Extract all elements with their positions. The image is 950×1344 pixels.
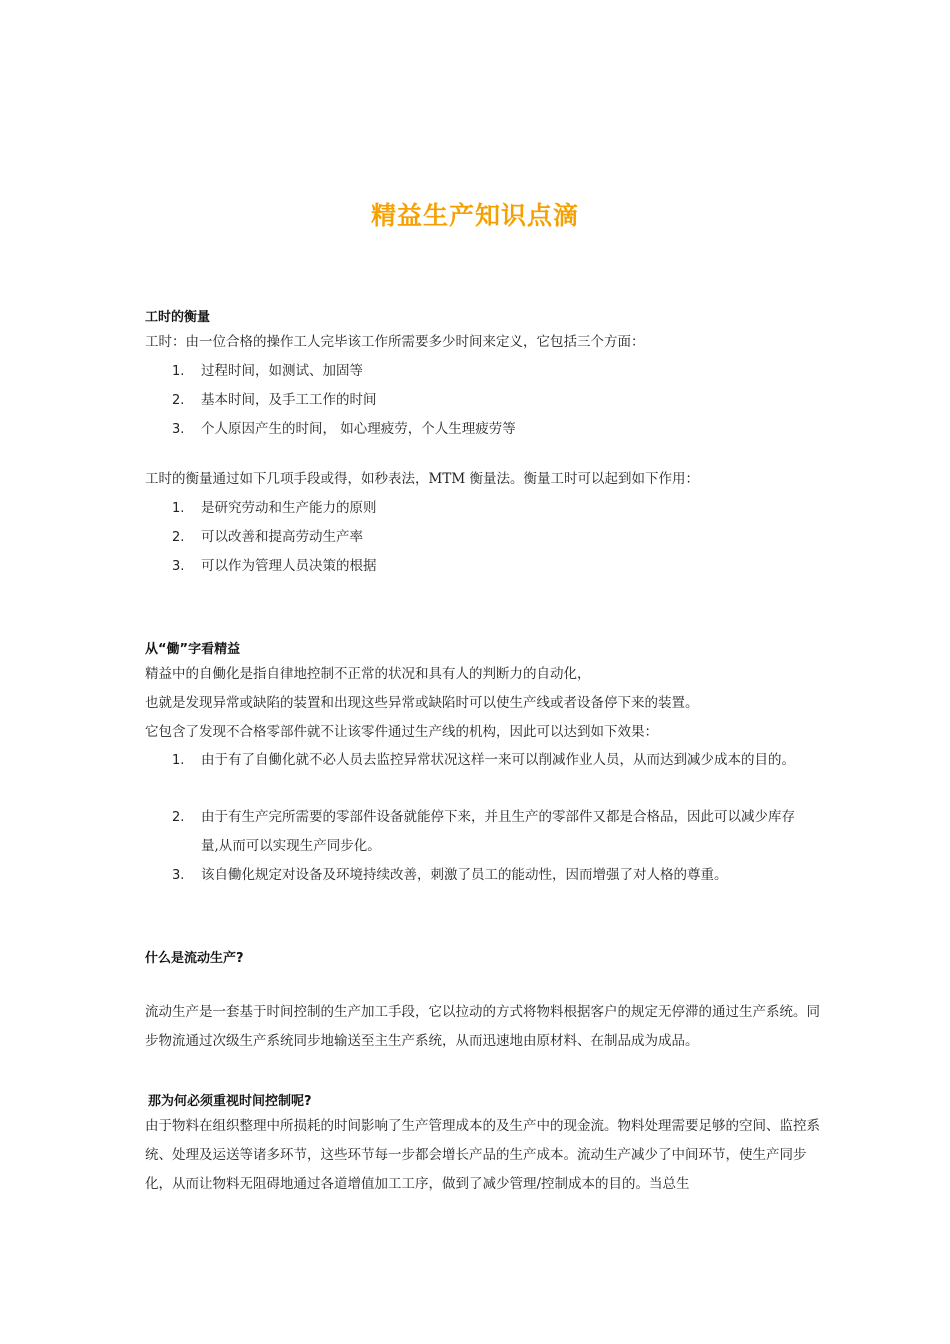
list-text: 可以改善和提高劳动生产率 bbox=[201, 529, 363, 545]
labor-time-intro: 工时：由一位合格的操作工人完毕该工作所需要多少时间来定义，它包括三个方面： bbox=[145, 334, 645, 350]
jidoka-line-2: 也就是发现异常或缺陷的装置和出现这些异常或缺陷时可以使生产线或者设备停下来的装置。 bbox=[145, 695, 699, 711]
jidoka-line-1: 精益中的自働化是指自律地控制不正常的状况和具有人的判断力的自动化， bbox=[145, 666, 591, 682]
section-heading-why-time: 那为何必须重视时间控制呢? bbox=[148, 1094, 312, 1109]
list-item bbox=[172, 861, 822, 890]
list-number: 2. bbox=[172, 530, 185, 545]
list-item bbox=[172, 415, 822, 444]
list-item bbox=[172, 552, 822, 581]
jidoka-line-3: 它包含了发现不合格零部件就不让该零件通过生产线的机构，因此可以达到如下效果： bbox=[145, 724, 658, 740]
list-text: 基本时间，及手工工作的时间 bbox=[201, 392, 377, 408]
list-text: 由于有了自働化就不必人员去监控异常状况这样一来可以削减作业人员，从而达到减少成本的目的。 bbox=[201, 752, 795, 768]
document-title: 精益生产知识点滴 bbox=[370, 201, 579, 230]
list-item bbox=[172, 746, 822, 775]
list-item bbox=[172, 803, 822, 861]
list-number: 3. bbox=[172, 422, 185, 437]
section-heading-jidoka: 从“働”字看精益 bbox=[145, 642, 241, 657]
list-number: 2. bbox=[172, 393, 185, 408]
list-text: 由于有生产完所需要的零部件设备就能停下来，并且生产的零部件又都是合格品，因此可以减少库存量,从而可以实现生产同步化。 bbox=[201, 809, 795, 854]
list-text: 过程时间，如测试、加固等 bbox=[201, 363, 363, 379]
list-item bbox=[172, 357, 822, 386]
list-item bbox=[172, 386, 822, 415]
list-text: 个人原因产生的时间， 如心理疲劳，个人生理疲劳等 bbox=[201, 421, 516, 437]
why-time-body: 由于物料在组织整理中所损耗的时间影响了生产管理成本的及生产中的现金流。物料处理需要足够的空间、监控系统、处理及运送等诸多环节，这些环节每一步都会增长产品的生产成本。流动生产减少了中间环节，使生产同步化，从而让物料无阻碍地通过各道增值加工工序，做到了减少管理/控制成本的目的。当总生 bbox=[145, 1118, 820, 1192]
flow-body: 流动生产是一套基于时间控制的生产加工手段，它以拉动的方式将物料根据客户的规定无停滞的通过生产系统。同步物流通过次级生产系统同步地输送至主生产系统，从而迅速地由原材料、在制品成为成品。 bbox=[145, 1004, 820, 1049]
list-number: 1. bbox=[172, 364, 185, 379]
list-text: 该自働化规定对设备及环境持续改善，刺激了员工的能动性，因而增强了对人格的尊重。 bbox=[201, 867, 728, 883]
labor-time-methods: 工时的衡量通过如下几项手段或得，如秒表法，MTM 衡量法。衡量工时可以起到如下作用： bbox=[145, 471, 699, 487]
list-number: 1. bbox=[172, 753, 185, 768]
list-text: 是研究劳动和生产能力的原则 bbox=[201, 500, 377, 516]
section-heading-flow: 什么是流动生产? bbox=[145, 951, 244, 966]
list-item bbox=[172, 523, 822, 552]
list-number: 2. bbox=[172, 810, 185, 825]
list-number: 1. bbox=[172, 501, 185, 516]
list-item bbox=[172, 494, 822, 523]
section-heading-labor-time: 工时的衡量 bbox=[145, 310, 211, 325]
list-number: 3. bbox=[172, 559, 185, 574]
list-text: 可以作为管理人员决策的根据 bbox=[201, 558, 377, 574]
list-number: 3. bbox=[172, 868, 185, 883]
